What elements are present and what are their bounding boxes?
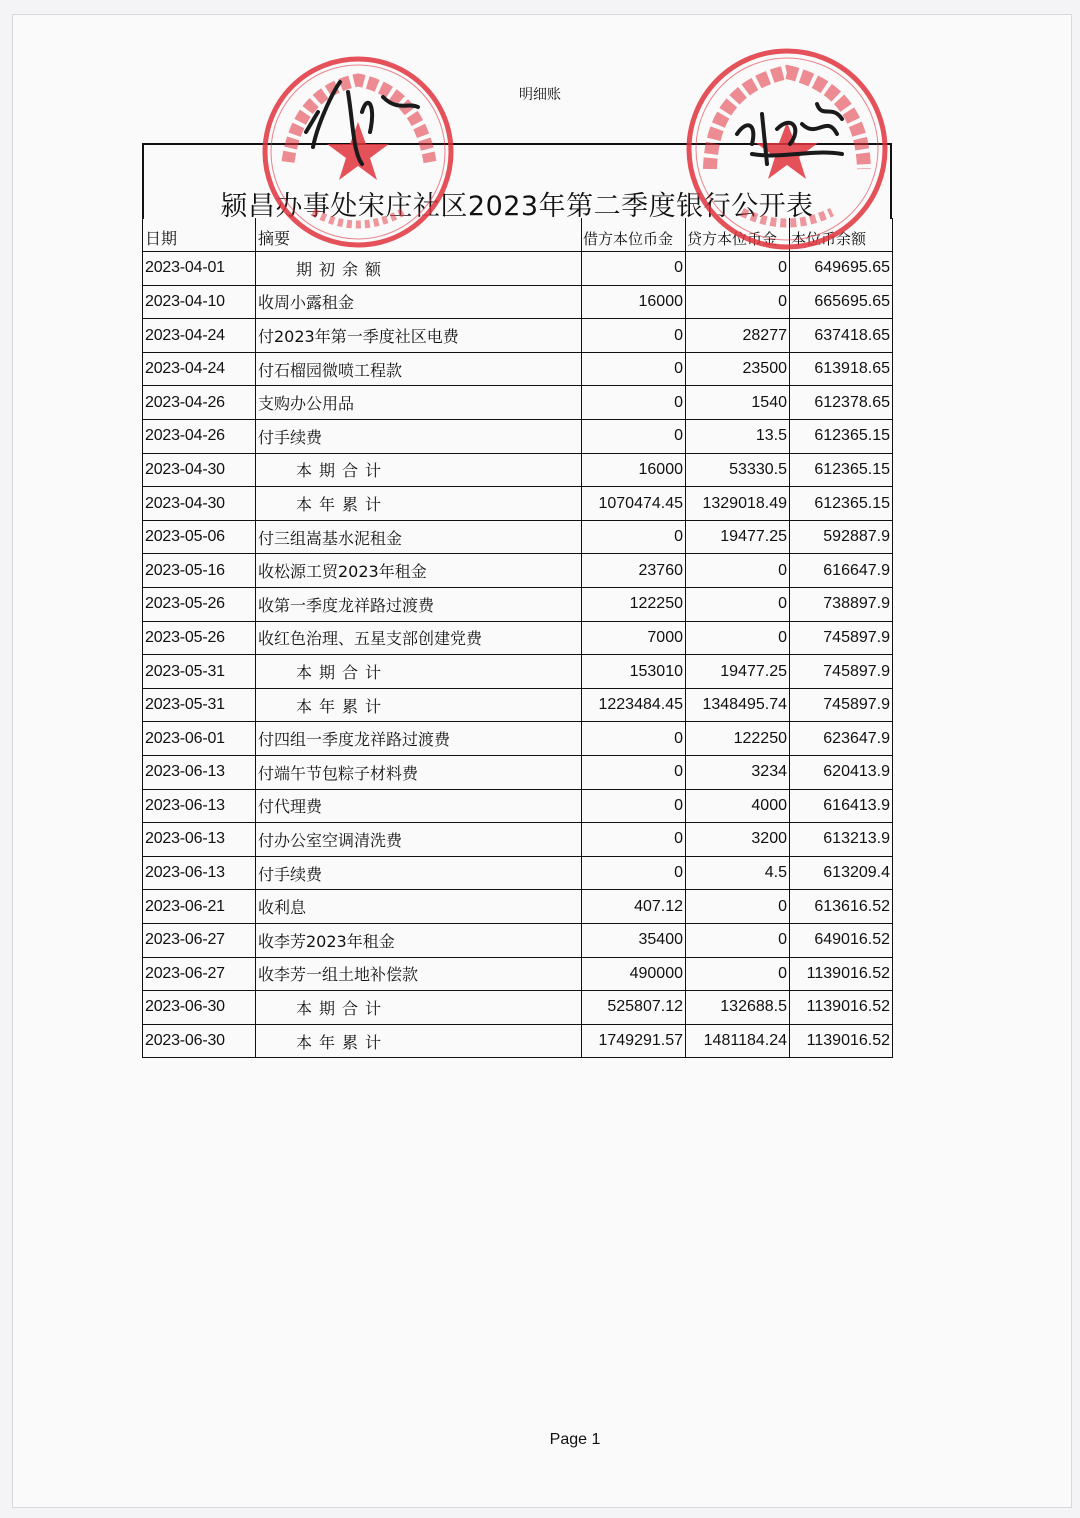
cell-date: 2023-06-13 <box>143 823 256 857</box>
cell-debit: 0 <box>582 252 686 286</box>
cell-balance: 623647.9 <box>790 722 893 756</box>
cell-balance: 745897.9 <box>790 655 893 689</box>
cell-debit: 0 <box>582 789 686 823</box>
cell-summary: 付手续费 <box>256 420 582 454</box>
cell-summary: 付2023年第一季度社区电费 <box>256 319 582 353</box>
cell-summary: 付办公室空调清洗费 <box>256 823 582 857</box>
cell-credit: 0 <box>686 890 790 924</box>
cell-balance: 1139016.52 <box>790 957 893 991</box>
table-row <box>143 688 893 722</box>
table-row <box>143 319 893 353</box>
cell-balance: 745897.9 <box>790 688 893 722</box>
cell-debit: 16000 <box>582 453 686 487</box>
cell-credit: 1348495.74 <box>686 688 790 722</box>
cell-debit: 1223484.45 <box>582 688 686 722</box>
cell-date: 2023-06-27 <box>143 923 256 957</box>
cell-summary: 收李芳一组土地补偿款 <box>256 957 582 991</box>
cell-debit: 490000 <box>582 957 686 991</box>
column-header-credit: 贷方本位币金 <box>686 218 790 252</box>
cell-debit: 0 <box>582 722 686 756</box>
cell-date: 2023-06-13 <box>143 789 256 823</box>
cell-date: 2023-05-26 <box>143 621 256 655</box>
table-row <box>143 386 893 420</box>
cell-debit: 525807.12 <box>582 991 686 1025</box>
cell-summary: 收松源工贸2023年租金 <box>256 554 582 588</box>
cell-summary: 付代理费 <box>256 789 582 823</box>
ledger-header-label: 明细账 <box>519 87 561 103</box>
cell-date: 2023-04-24 <box>143 319 256 353</box>
table-row <box>143 957 893 991</box>
cell-summary: 本年累计 <box>256 487 582 521</box>
cell-credit: 4000 <box>686 789 790 823</box>
cell-balance: 1139016.52 <box>790 1024 893 1058</box>
cell-balance: 613616.52 <box>790 890 893 924</box>
cell-credit: 1540 <box>686 386 790 420</box>
cell-date: 2023-06-01 <box>143 722 256 756</box>
cell-debit: 23760 <box>582 554 686 588</box>
cell-summary: 收第一季度龙祥路过渡费 <box>256 588 582 622</box>
cell-summary: 收李芳2023年租金 <box>256 923 582 957</box>
cell-date: 2023-05-31 <box>143 688 256 722</box>
cell-balance: 612378.65 <box>790 386 893 420</box>
cell-balance: 637418.65 <box>790 319 893 353</box>
cell-balance: 1139016.52 <box>790 991 893 1025</box>
cell-debit: 0 <box>582 386 686 420</box>
column-header-summary: 摘要 <box>256 218 582 252</box>
table-row <box>143 554 893 588</box>
cell-debit: 0 <box>582 756 686 790</box>
table-row <box>143 923 893 957</box>
table-header-row <box>143 218 893 252</box>
cell-credit: 19477.25 <box>686 655 790 689</box>
cell-balance: 649695.65 <box>790 252 893 286</box>
cell-credit: 4.5 <box>686 856 790 890</box>
column-header-balance: 本位币余额 <box>790 218 893 252</box>
cell-balance: 665695.65 <box>790 285 893 319</box>
cell-summary: 付端午节包粽子材料费 <box>256 756 582 790</box>
cell-balance: 745897.9 <box>790 621 893 655</box>
cell-date: 2023-06-27 <box>143 957 256 991</box>
cell-credit: 1329018.49 <box>686 487 790 521</box>
cell-balance: 613918.65 <box>790 352 893 386</box>
page-number: Page 1 <box>549 1431 601 1448</box>
cell-balance: 613209.4 <box>790 856 893 890</box>
cell-balance: 612365.15 <box>790 453 893 487</box>
cell-credit: 19477.25 <box>686 520 790 554</box>
cell-credit: 13.5 <box>686 420 790 454</box>
column-header-date: 日期 <box>143 218 256 252</box>
table-row <box>143 252 893 286</box>
cell-summary: 本期合计 <box>256 453 582 487</box>
cell-credit: 0 <box>686 554 790 588</box>
ledger-table <box>142 218 893 1058</box>
table-row <box>143 588 893 622</box>
table-row <box>143 352 893 386</box>
cell-debit: 1749291.57 <box>582 1024 686 1058</box>
cell-date: 2023-05-16 <box>143 554 256 588</box>
cell-debit: 0 <box>582 319 686 353</box>
cell-date: 2023-05-31 <box>143 655 256 689</box>
cell-balance: 592887.9 <box>790 520 893 554</box>
cell-date: 2023-04-10 <box>143 285 256 319</box>
report-title: 颍昌办事处宋庄社区2023年第二季度银行公开表 <box>220 191 814 222</box>
cell-balance: 616647.9 <box>790 554 893 588</box>
ledger-body <box>143 252 893 1058</box>
cell-credit: 0 <box>686 285 790 319</box>
cell-date: 2023-04-26 <box>143 386 256 420</box>
cell-debit: 153010 <box>582 655 686 689</box>
cell-balance: 738897.9 <box>790 588 893 622</box>
cell-summary: 付手续费 <box>256 856 582 890</box>
table-row <box>143 453 893 487</box>
cell-credit: 23500 <box>686 352 790 386</box>
table-row <box>143 621 893 655</box>
cell-summary: 收周小露租金 <box>256 285 582 319</box>
table-row <box>143 890 893 924</box>
cell-date: 2023-04-30 <box>143 487 256 521</box>
table-row <box>143 722 893 756</box>
cell-credit: 122250 <box>686 722 790 756</box>
column-header-debit: 借方本位币金 <box>582 218 686 252</box>
cell-balance: 649016.52 <box>790 923 893 957</box>
cell-balance: 612365.15 <box>790 487 893 521</box>
table-row <box>143 487 893 521</box>
cell-summary: 付石榴园微喷工程款 <box>256 352 582 386</box>
cell-balance: 620413.9 <box>790 756 893 790</box>
table-row <box>143 655 893 689</box>
table-row <box>143 420 893 454</box>
cell-date: 2023-04-24 <box>143 352 256 386</box>
cell-date: 2023-06-30 <box>143 1024 256 1058</box>
table-row <box>143 991 893 1025</box>
cell-debit: 0 <box>582 420 686 454</box>
cell-credit: 0 <box>686 923 790 957</box>
cell-debit: 1070474.45 <box>582 487 686 521</box>
cell-summary: 付四组一季度龙祥路过渡费 <box>256 722 582 756</box>
cell-credit: 3200 <box>686 823 790 857</box>
table-row <box>143 756 893 790</box>
cell-summary: 本年累计 <box>256 688 582 722</box>
cell-date: 2023-06-21 <box>143 890 256 924</box>
cell-credit: 0 <box>686 621 790 655</box>
cell-debit: 407.12 <box>582 890 686 924</box>
cell-debit: 0 <box>582 352 686 386</box>
cell-summary: 收红色治理、五星支部创建党费 <box>256 621 582 655</box>
table-row <box>143 789 893 823</box>
cell-date: 2023-04-26 <box>143 420 256 454</box>
cell-date: 2023-06-13 <box>143 856 256 890</box>
cell-summary: 支购办公用品 <box>256 386 582 420</box>
cell-debit: 0 <box>582 856 686 890</box>
cell-credit: 1481184.24 <box>686 1024 790 1058</box>
cell-date: 2023-04-01 <box>143 252 256 286</box>
cell-debit: 35400 <box>582 923 686 957</box>
table-row <box>143 1024 893 1058</box>
table-row <box>143 856 893 890</box>
cell-credit: 53330.5 <box>686 453 790 487</box>
cell-summary: 本期合计 <box>256 655 582 689</box>
cell-debit: 7000 <box>582 621 686 655</box>
table-row <box>143 823 893 857</box>
cell-credit: 0 <box>686 957 790 991</box>
cell-summary: 期初余额 <box>256 252 582 286</box>
cell-debit: 16000 <box>582 285 686 319</box>
cell-credit: 0 <box>686 252 790 286</box>
cell-date: 2023-06-30 <box>143 991 256 1025</box>
cell-date: 2023-06-13 <box>143 756 256 790</box>
cell-date: 2023-05-06 <box>143 520 256 554</box>
cell-debit: 0 <box>582 823 686 857</box>
cell-balance: 616413.9 <box>790 789 893 823</box>
cell-credit: 0 <box>686 588 790 622</box>
cell-summary: 付三组嵩基水泥租金 <box>256 520 582 554</box>
cell-credit: 3234 <box>686 756 790 790</box>
cell-balance: 612365.15 <box>790 420 893 454</box>
cell-debit: 122250 <box>582 588 686 622</box>
cell-summary: 本年累计 <box>256 1024 582 1058</box>
table-row <box>143 285 893 319</box>
cell-date: 2023-04-30 <box>143 453 256 487</box>
cell-credit: 132688.5 <box>686 991 790 1025</box>
cell-balance: 613213.9 <box>790 823 893 857</box>
table-row <box>143 520 893 554</box>
cell-date: 2023-05-26 <box>143 588 256 622</box>
cell-summary: 收利息 <box>256 890 582 924</box>
cell-summary: 本期合计 <box>256 991 582 1025</box>
cell-credit: 28277 <box>686 319 790 353</box>
cell-debit: 0 <box>582 520 686 554</box>
